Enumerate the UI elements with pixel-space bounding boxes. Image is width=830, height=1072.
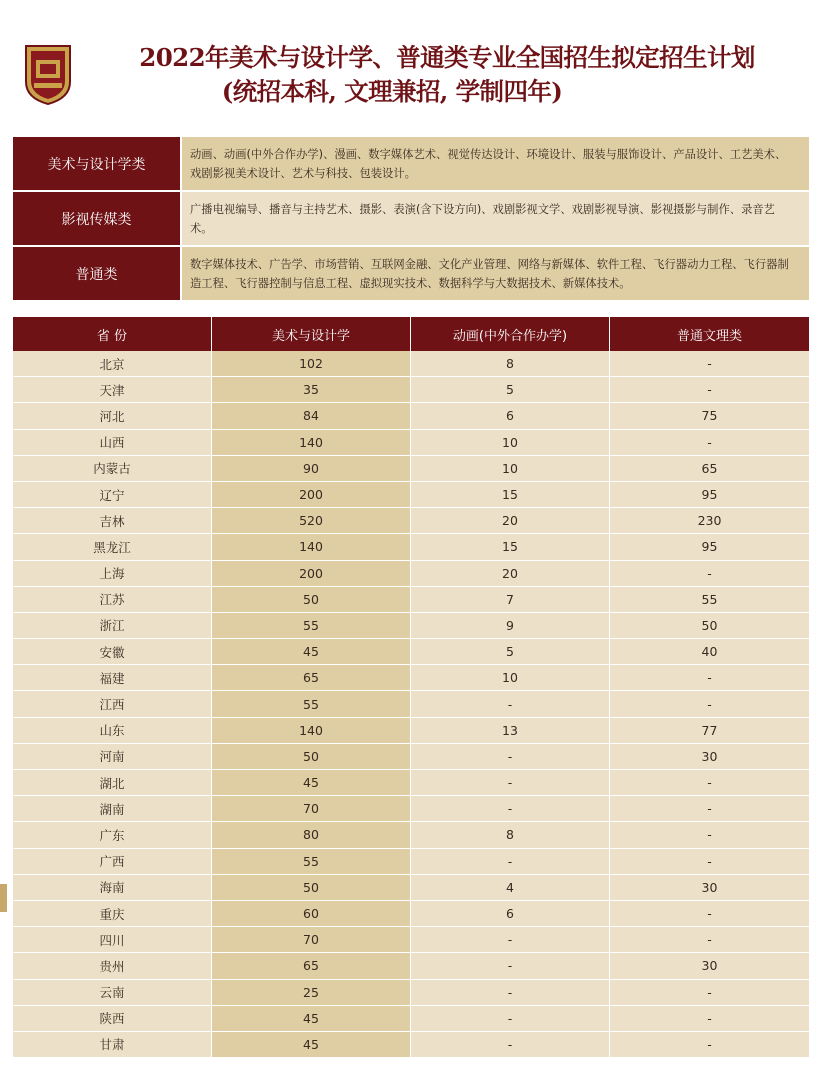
cell-province: 山东 (13, 718, 212, 744)
cell-province: 贵州 (13, 953, 212, 979)
cell-animation-coop: - (411, 927, 610, 953)
cell-art-design: 50 (212, 744, 411, 770)
table-row (13, 613, 809, 639)
cell-animation-coop: 15 (411, 534, 610, 560)
cell-general: 40 (610, 639, 809, 665)
cell-art-design: 55 (212, 613, 411, 639)
table-row (13, 980, 809, 1006)
table-row (13, 927, 809, 953)
cell-general: 95 (610, 534, 809, 560)
cell-general: - (610, 849, 809, 875)
table-row (13, 587, 809, 613)
cell-animation-coop: - (411, 796, 610, 822)
cell-animation-coop: - (411, 1006, 610, 1032)
cell-art-design: 140 (212, 430, 411, 456)
category-name: 影视传媒类 (13, 192, 180, 245)
cell-province: 广东 (13, 822, 212, 848)
table-row (13, 456, 809, 482)
cell-province: 福建 (13, 665, 212, 691)
cell-general: 55 (610, 587, 809, 613)
table-row (13, 796, 809, 822)
cell-province: 上海 (13, 561, 212, 587)
cell-province: 北京 (13, 351, 212, 377)
cell-art-design: 55 (212, 691, 411, 717)
cell-province: 江西 (13, 691, 212, 717)
cell-art-design: 70 (212, 796, 411, 822)
cell-art-design: 90 (212, 456, 411, 482)
table-header (13, 317, 809, 351)
column-header-art-design: 美术与设计学 (212, 317, 411, 351)
cell-province: 天津 (13, 377, 212, 403)
cell-general: 230 (610, 508, 809, 534)
cell-animation-coop: 4 (411, 875, 610, 901)
school-emblem-icon (22, 42, 74, 106)
cell-animation-coop: 7 (411, 587, 610, 613)
cell-general: 95 (610, 482, 809, 508)
cell-general: 30 (610, 953, 809, 979)
cell-animation-coop: 15 (411, 482, 610, 508)
cell-animation-coop: 8 (411, 351, 610, 377)
cell-general: 77 (610, 718, 809, 744)
table-row (13, 718, 809, 744)
cell-province: 黑龙江 (13, 534, 212, 560)
cell-art-design: 25 (212, 980, 411, 1006)
category-row (13, 192, 809, 245)
cell-animation-coop: 5 (411, 377, 610, 403)
cell-general: 30 (610, 744, 809, 770)
cell-art-design: 65 (212, 953, 411, 979)
cell-art-design: 70 (212, 927, 411, 953)
category-table (13, 137, 809, 302)
cell-general: - (610, 377, 809, 403)
cell-general: - (610, 1032, 809, 1058)
cell-general: - (610, 901, 809, 927)
cell-province: 河北 (13, 403, 212, 429)
cell-animation-coop: - (411, 691, 610, 717)
page-title: 2022年美术与设计学、普通类专业全国招生拟定招生计划 (139, 43, 755, 72)
cell-animation-coop: - (411, 770, 610, 796)
table-row (13, 482, 809, 508)
table-row (13, 351, 809, 377)
cell-art-design: 200 (212, 561, 411, 587)
cell-animation-coop: 6 (411, 403, 610, 429)
cell-art-design: 50 (212, 875, 411, 901)
cell-province: 湖南 (13, 796, 212, 822)
cell-general: 75 (610, 403, 809, 429)
cell-general: - (610, 822, 809, 848)
table-row (13, 770, 809, 796)
table-row (13, 534, 809, 560)
category-row (13, 247, 809, 300)
cell-animation-coop: 9 (411, 613, 610, 639)
cell-art-design: 45 (212, 1006, 411, 1032)
cell-animation-coop: 6 (411, 901, 610, 927)
cell-province: 广西 (13, 849, 212, 875)
column-header-general: 普通文理类 (610, 317, 809, 351)
cell-province: 安徽 (13, 639, 212, 665)
cell-province: 云南 (13, 980, 212, 1006)
cell-province: 陕西 (13, 1006, 212, 1032)
category-name: 普通类 (13, 247, 180, 300)
table-row (13, 691, 809, 717)
cell-art-design: 60 (212, 901, 411, 927)
cell-general: - (610, 351, 809, 377)
cell-art-design: 140 (212, 718, 411, 744)
category-name: 美术与设计学类 (13, 137, 180, 190)
cell-art-design: 84 (212, 403, 411, 429)
table-row (13, 377, 809, 403)
cell-general: - (610, 691, 809, 717)
category-row (13, 137, 809, 190)
table-row (13, 430, 809, 456)
table-row (13, 639, 809, 665)
cell-general: - (610, 796, 809, 822)
cell-animation-coop: 20 (411, 508, 610, 534)
cell-general: - (610, 430, 809, 456)
table-row (13, 561, 809, 587)
column-header-province: 省 份 (13, 317, 212, 351)
column-header-animation-coop: 动画(中外合作办学) (411, 317, 610, 351)
table-body (13, 351, 809, 1058)
cell-province: 山西 (13, 430, 212, 456)
cell-animation-coop: 10 (411, 456, 610, 482)
table-row (13, 1006, 809, 1032)
enrollment-table (13, 317, 809, 1072)
cell-province: 重庆 (13, 901, 212, 927)
cell-animation-coop: 5 (411, 639, 610, 665)
cell-province: 湖北 (13, 770, 212, 796)
cell-animation-coop: 13 (411, 718, 610, 744)
cell-art-design: 80 (212, 822, 411, 848)
category-majors: 数字媒体技术、广告学、市场营销、互联网金融、文化产业管理、网络与新媒体、软件工程、飞行器动力工程、飞行器制造工程、飞行器控制与信息工程、虚拟现实技术、数据科学与大数据技术、新媒体技术。 (182, 247, 809, 300)
cell-general: - (610, 561, 809, 587)
cell-province: 河南 (13, 744, 212, 770)
table-row (13, 744, 809, 770)
cell-general: 65 (610, 456, 809, 482)
cell-animation-coop: - (411, 953, 610, 979)
cell-general: 50 (610, 613, 809, 639)
table-row (13, 665, 809, 691)
cell-art-design: 45 (212, 770, 411, 796)
table-row (13, 403, 809, 429)
cell-animation-coop: 20 (411, 561, 610, 587)
cell-province: 内蒙古 (13, 456, 212, 482)
cell-animation-coop: - (411, 849, 610, 875)
table-row (13, 875, 809, 901)
cell-animation-coop: 10 (411, 430, 610, 456)
cell-art-design: 102 (212, 351, 411, 377)
table-row (13, 1032, 809, 1058)
page-edge-mark (0, 884, 7, 912)
cell-animation-coop: - (411, 744, 610, 770)
cell-animation-coop: - (411, 980, 610, 1006)
cell-animation-coop: 10 (411, 665, 610, 691)
category-majors: 广播电视编导、播音与主持艺术、摄影、表演(含下设方向)、戏剧影视文学、戏剧影视导演、影视摄影与制作、录音艺术。 (182, 192, 809, 245)
cell-animation-coop: - (411, 1032, 610, 1058)
cell-art-design: 45 (212, 639, 411, 665)
cell-general: - (610, 770, 809, 796)
cell-province: 四川 (13, 927, 212, 953)
cell-province: 海南 (13, 875, 212, 901)
category-majors: 动画、动画(中外合作办学)、漫画、数字媒体艺术、视觉传达设计、环境设计、服装与服饰设计、产品设计、工艺美术、戏剧影视美术设计、艺术与科技、包装设计。 (182, 137, 809, 190)
cell-art-design: 50 (212, 587, 411, 613)
cell-general: - (610, 665, 809, 691)
table-row (13, 953, 809, 979)
cell-art-design: 55 (212, 849, 411, 875)
table-row (13, 901, 809, 927)
cell-province: 浙江 (13, 613, 212, 639)
table-row (13, 849, 809, 875)
cell-province: 吉林 (13, 508, 212, 534)
cell-general: - (610, 927, 809, 953)
cell-province: 辽宁 (13, 482, 212, 508)
cell-general: - (610, 1006, 809, 1032)
cell-general: - (610, 980, 809, 1006)
cell-province: 江苏 (13, 587, 212, 613)
cell-art-design: 45 (212, 1032, 411, 1058)
cell-art-design: 140 (212, 534, 411, 560)
page-subtitle: (统招本科, 文理兼招, 学制四年) (221, 77, 563, 106)
cell-art-design: 65 (212, 665, 411, 691)
cell-art-design: 35 (212, 377, 411, 403)
cell-animation-coop: 8 (411, 822, 610, 848)
cell-general: 30 (610, 875, 809, 901)
cell-province: 甘肃 (13, 1032, 212, 1058)
table-row (13, 508, 809, 534)
cell-art-design: 520 (212, 508, 411, 534)
cell-art-design: 200 (212, 482, 411, 508)
table-row (13, 822, 809, 848)
page-header (0, 34, 830, 114)
